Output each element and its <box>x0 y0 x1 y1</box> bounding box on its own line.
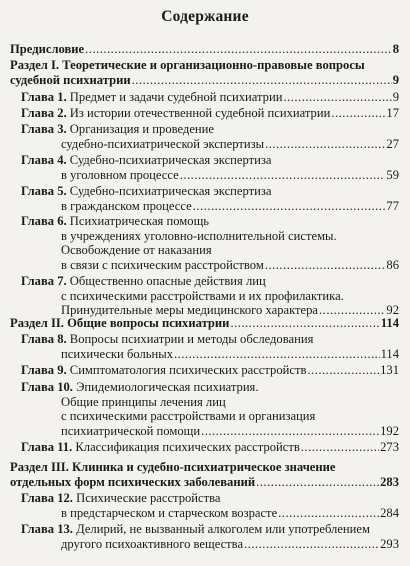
entry-text-line: Раздел III. Клиника и судебно-психиатрическое значение <box>10 460 336 474</box>
page-number: 77 <box>386 198 399 213</box>
page-number: 92 <box>386 303 399 318</box>
entry-text-line: судебной психиатрии <box>10 72 131 87</box>
entry-text-line: Психические расстройства <box>76 491 221 505</box>
entry-text-line: в учреждениях уголовно-исполнительной системы. <box>61 228 337 243</box>
chapter-label: Глава 3. <box>21 122 70 136</box>
chapter-label: Глава 8. <box>21 332 70 346</box>
toc-section-entry <box>10 316 399 331</box>
entry-text-line: психически больных <box>61 346 174 361</box>
dot-leader <box>283 90 391 105</box>
dot-leader <box>201 424 379 439</box>
toc-chapter-entry <box>21 122 399 151</box>
chapter-label: Глава 2. <box>21 106 70 120</box>
entry-text-line: Психиатрическая помощь <box>69 214 210 228</box>
chapter-label: Глава 6. <box>21 214 70 228</box>
entry-text-line: в гражданском процессе <box>61 198 192 213</box>
toc-chapter-entry <box>21 90 399 105</box>
toc-chapter-entry <box>21 440 399 455</box>
page-number: 8 <box>392 42 399 56</box>
chapter-label: Глава 10. <box>21 380 77 394</box>
entry-text-line: судебно-психиатрической экспертизы <box>61 136 265 151</box>
entry-text-line: Классификация психических расстройств <box>75 440 300 454</box>
chapter-label: Глава 9. <box>21 363 70 377</box>
toc-chapter-entry <box>21 214 399 272</box>
page-number: 273 <box>380 440 399 454</box>
chapter-label: Глава 4. <box>21 153 70 167</box>
chapter-label: Глава 7. <box>21 274 70 288</box>
toc-chapter-entry <box>21 522 399 551</box>
entry-text-line: с психическими расстройствами и их профилактика. <box>61 288 344 303</box>
entry-text-line: Симптоматология психических расстройств <box>69 363 307 377</box>
dot-leader <box>331 106 385 121</box>
entry-text-line: в предстарческом и старческом возрасте <box>61 505 278 520</box>
page-number: 131 <box>380 363 399 377</box>
toc-section-entry <box>10 58 399 87</box>
entry-text-line: Судебно-психиатрическая экспертиза <box>69 153 272 167</box>
page-number: 9 <box>392 90 399 104</box>
entry-text-line: отдельных форм психических заболеваний <box>10 474 256 489</box>
page-number: 27 <box>386 136 399 151</box>
entry-text-line: Делирий, не вызванный алкоголем или употреблением <box>76 522 370 536</box>
entry-text-line: Общественно опасные действия лиц <box>69 274 266 288</box>
chapter-label: Глава 12. <box>21 491 77 505</box>
dot-leader <box>230 316 379 331</box>
chapter-label: Глава 13. <box>21 522 77 536</box>
entry-text-line: Организация и проведение <box>69 122 214 136</box>
toc-chapter-entry <box>21 380 399 438</box>
page-number: 17 <box>386 106 399 120</box>
page-title: Содержание <box>161 8 249 25</box>
entry-text-line: психиатрической помощи <box>61 423 201 438</box>
entry-text-line: Принудительные меры медицинского характера <box>61 303 319 318</box>
entry-text-line: в связи с психическим расстройством <box>61 257 264 272</box>
toc-chapter-entry <box>21 274 399 318</box>
dot-leader <box>132 73 392 88</box>
toc-chapter-entry <box>21 491 399 520</box>
entry-text-line: Общие принципы лечения лиц <box>61 394 226 409</box>
chapter-label: Глава 1. <box>21 90 70 104</box>
dot-leader <box>265 258 386 273</box>
toc-chapter-entry <box>21 184 399 213</box>
entry-text-line: Из истории отечественной судебной психиатрии <box>69 106 331 120</box>
entry-text-line: Эпидемиологическая психиатрия. <box>76 380 259 394</box>
page-number: 114 <box>380 316 399 330</box>
toc-chapter-entry <box>21 332 399 361</box>
dot-leader <box>256 475 379 490</box>
toc-chapter-entry <box>21 153 399 182</box>
page-number: 9 <box>392 72 399 87</box>
page-number: 59 <box>386 167 399 182</box>
page-number: 283 <box>380 474 399 489</box>
toc-chapter-entry <box>21 363 399 378</box>
dot-leader <box>307 363 379 378</box>
entry-text-line: в уголовном процессе <box>61 167 179 182</box>
dot-leader <box>244 537 379 552</box>
toc-chapter-entry <box>21 106 399 121</box>
dot-leader <box>180 168 386 183</box>
dot-leader <box>174 347 380 362</box>
entry-text-line: с психическими расстройствами и организация <box>61 409 316 424</box>
dot-leader <box>301 440 379 455</box>
entry-text-line: Вопросы психиатрии и методы обследования <box>69 332 314 346</box>
toc-section-entry <box>10 42 399 57</box>
dot-leader <box>85 42 392 57</box>
entry-text-line: Предмет и задачи судебной психиатрии <box>69 90 283 104</box>
page-number: 114 <box>380 346 399 361</box>
dot-leader <box>278 506 379 521</box>
entry-text-line: Раздел II. Общие вопросы психиатрии <box>10 316 230 330</box>
dot-leader <box>193 199 386 214</box>
entry-text-line: Судебно-психиатрическая экспертиза <box>69 184 272 198</box>
page-number: 293 <box>380 536 399 551</box>
page-number: 192 <box>380 423 399 438</box>
entry-text-line: другого психоактивного вещества <box>61 536 244 551</box>
page-number: 86 <box>386 257 399 272</box>
toc-section-entry <box>10 460 399 489</box>
chapter-label: Глава 11. <box>21 440 76 454</box>
chapter-label: Глава 5. <box>21 184 70 198</box>
entry-text-line: Раздел I. Теоретические и организационно-правовые вопросы <box>10 58 365 72</box>
entry-text-line: Предисловие <box>10 42 85 56</box>
dot-leader <box>265 137 385 152</box>
page-number: 284 <box>380 505 399 520</box>
entry-text-line: Освобождение от наказания <box>61 243 212 258</box>
